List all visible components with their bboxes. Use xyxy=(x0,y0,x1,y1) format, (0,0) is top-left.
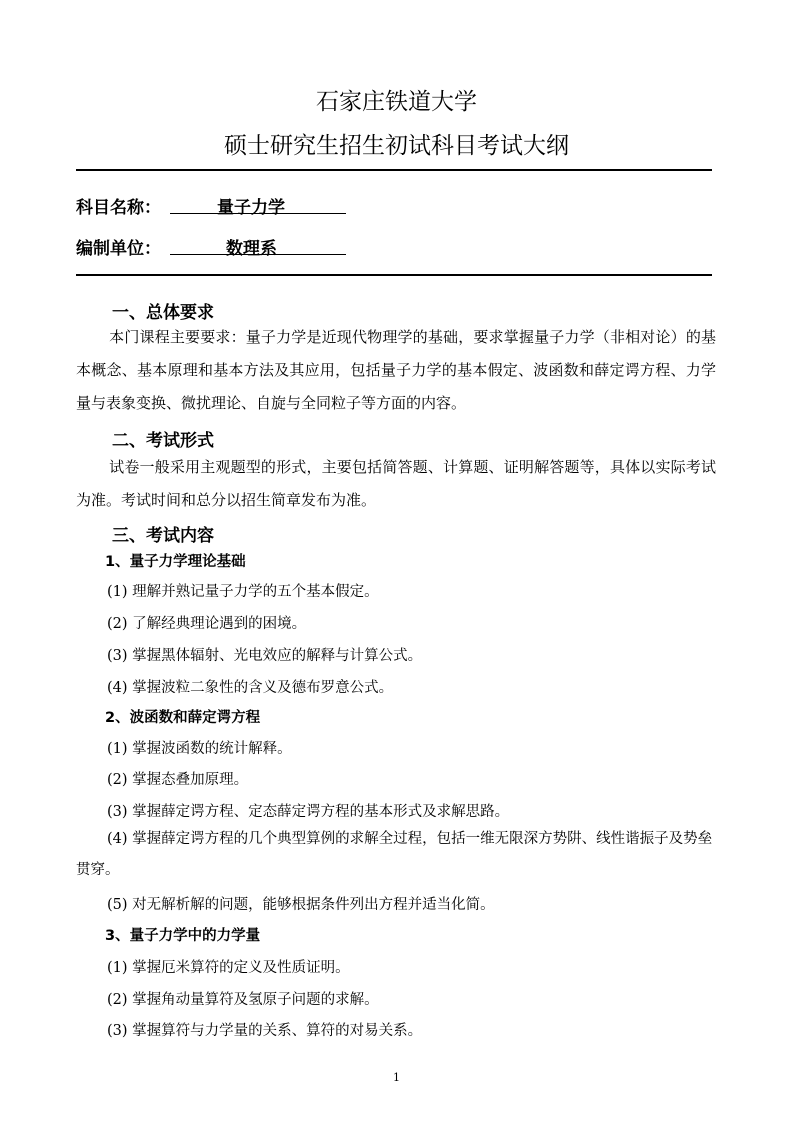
list-item: (4) 掌握波粒二象性的含义及德布罗意公式。 xyxy=(107,680,394,696)
subject-label: 科目名称： xyxy=(76,198,161,218)
list-item: (3) 掌握算符与力学量的关系、算符的对易关系。 xyxy=(107,1023,423,1039)
page-number: 1 xyxy=(393,1071,400,1084)
section-2-body xyxy=(76,451,716,517)
unit-underline xyxy=(170,254,346,255)
list-item: (3) 掌握薛定谔方程、定态薛定谔方程的基本形式及求解思路。 xyxy=(107,804,510,820)
list-item: (2) 掌握角动量算符及氢原子问题的求解。 xyxy=(107,992,379,1008)
list-item: (1) 掌握波函数的统计解释。 xyxy=(107,741,292,757)
bottom-divider xyxy=(76,274,712,276)
unit-label: 编制单位： xyxy=(76,239,161,259)
subject-value: 量子力学 xyxy=(217,198,285,218)
section-3-title: 三、考试内容 xyxy=(112,526,214,546)
list-item: (2) 了解经典理论遇到的困境。 xyxy=(107,616,307,632)
list-item xyxy=(76,824,716,886)
list-item: (2) 掌握态叠加原理。 xyxy=(107,772,249,788)
university-name: 石家庄铁道大学 xyxy=(316,89,477,115)
list-item: (3) 掌握黑体辐射、光电效应的解释与计算公式。 xyxy=(107,648,423,664)
unit-value: 数理系 xyxy=(226,239,277,259)
list-item: (1) 理解并熟记量子力学的五个基本假定。 xyxy=(107,584,379,600)
part-2-title: 2、波函数和薛定谔方程 xyxy=(105,710,261,726)
section-1-text: 本门课程主要要求：量子力学是近现代物理学的基础，要求掌握量子力学（非相对论）的基本概念、基本原理和基本方法及其应用，包括量子力学的基本假定、波函数和薛定谔方程、力学量与表象变换、微扰理论、自旋与全同粒子等方面的内容。 xyxy=(76,328,716,412)
document-title: 硕士研究生招生初试科目考试大纲 xyxy=(224,133,569,159)
list-item: (5) 对无解析解的问题，能够根据条件列出方程并适当化简。 xyxy=(107,897,495,913)
subject-underline xyxy=(170,213,346,214)
top-divider xyxy=(76,169,712,171)
part-1-title: 1、量子力学理论基础 xyxy=(105,554,246,570)
section-2-title: 二、考试形式 xyxy=(112,431,214,451)
list-item: (1) 掌握厄米算符的定义及性质证明。 xyxy=(107,960,350,976)
section-1-title: 一、总体要求 xyxy=(112,303,214,323)
part-3-title: 3、量子力学中的力学量 xyxy=(105,928,261,944)
list-item-text: (4) 掌握薛定谔方程的几个典型算例的求解全过程，包括一维无限深方势阱、线性谐振子及势垒贯穿。 xyxy=(76,831,713,878)
section-1-body xyxy=(76,321,716,420)
section-2-text: 试卷一般采用主观题型的形式，主要包括简答题、计算题、证明解答题等，具体以实际考试为准。考试时间和总分以招生简章发布为准。 xyxy=(76,458,716,509)
